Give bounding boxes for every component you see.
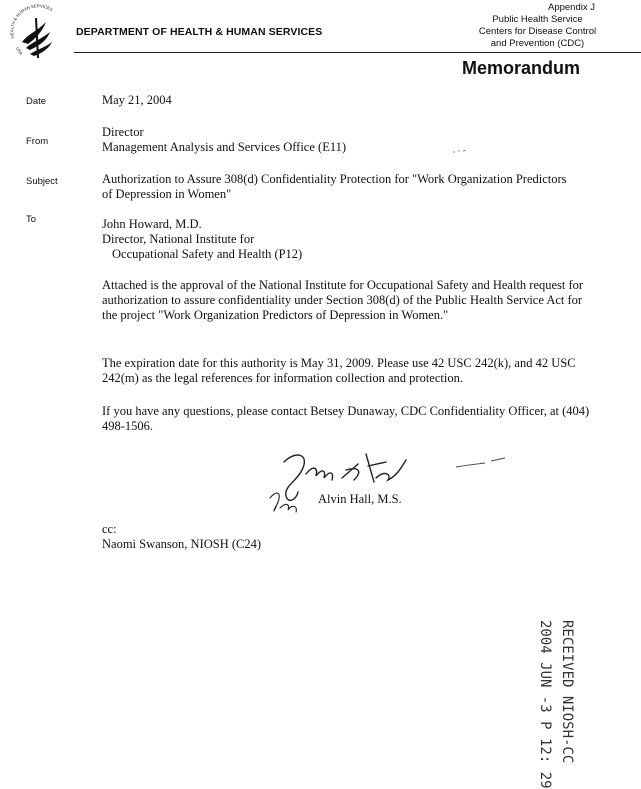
svg-text:USA xyxy=(15,46,24,56)
received-stamp xyxy=(508,620,578,789)
cc-recipient: Naomi Swanson, NIOSH (C24) xyxy=(102,537,262,551)
signer-name: Alvin Hall, M.S. xyxy=(318,492,402,506)
to-line: Occupational Safety and Health (P12) xyxy=(112,247,303,261)
memo-date: May 21, 2004 xyxy=(102,93,172,107)
seal-top-text: HEALTH & HUMAN SERVICES xyxy=(9,4,54,39)
stamp-line: 2004 JUN -3 P 12: 29 xyxy=(537,620,553,789)
body-paragraph: The expiration date for this authority is May 31, 2009. Please use 42 USC 242(k), and 42 USC 242(m) as the legal references for information collection and protection. xyxy=(102,356,576,385)
hhs-seal-logo xyxy=(6,4,68,66)
subject-label: Subject xyxy=(26,176,58,187)
cc-label: cc: xyxy=(102,522,117,536)
agency-line: Public Health Service xyxy=(492,14,583,25)
to-line: John Howard, M.D. xyxy=(102,217,202,231)
body-paragraph: If you have any questions, please contact Betsey Dunaway, CDC Confidentiality Officer, at (404) 498-1506. xyxy=(102,404,590,433)
body-paragraph: Attached is the approval of the National Institute for Occupational Safety and Health request for authorization to assure confidentiality under Section 308(d) of the Public Health Service Act for the project "Work Organization Predictors of Depression in Women." xyxy=(102,278,584,322)
stamp-line: RECEIVED NIOSH-CC xyxy=(559,620,575,764)
memo-subject: Authorization to Assure 308(d) Confidentiality Protection for "Work Organization Predictors of Depression in Women" xyxy=(102,172,567,201)
memo-from xyxy=(102,125,346,155)
to-line: Director, National Institute for xyxy=(102,232,255,246)
memo-to xyxy=(102,217,302,262)
from-label: From xyxy=(26,136,49,147)
memorandum-title: Memorandum xyxy=(462,58,581,78)
agency-line: Centers for Disease Control xyxy=(478,26,597,37)
date-label: Date xyxy=(26,96,47,107)
agency-line: and Prevention (CDC) xyxy=(490,38,585,49)
seal-bottom-text: USA xyxy=(15,46,24,56)
agency-block xyxy=(440,14,635,50)
cc-block xyxy=(102,522,261,552)
appendix-label: Appendix J xyxy=(548,2,596,13)
department-name: DEPARTMENT OF HEALTH & HUMAN SERVICES xyxy=(76,26,323,38)
handwritten-signature xyxy=(262,440,422,522)
to-label: To xyxy=(26,214,37,225)
pen-stroke-mark xyxy=(455,455,510,475)
scan-mark xyxy=(452,148,468,154)
from-line: Management Analysis and Services Office (E11) xyxy=(102,140,347,154)
header-divider xyxy=(74,52,641,53)
from-line: Director xyxy=(102,125,144,139)
